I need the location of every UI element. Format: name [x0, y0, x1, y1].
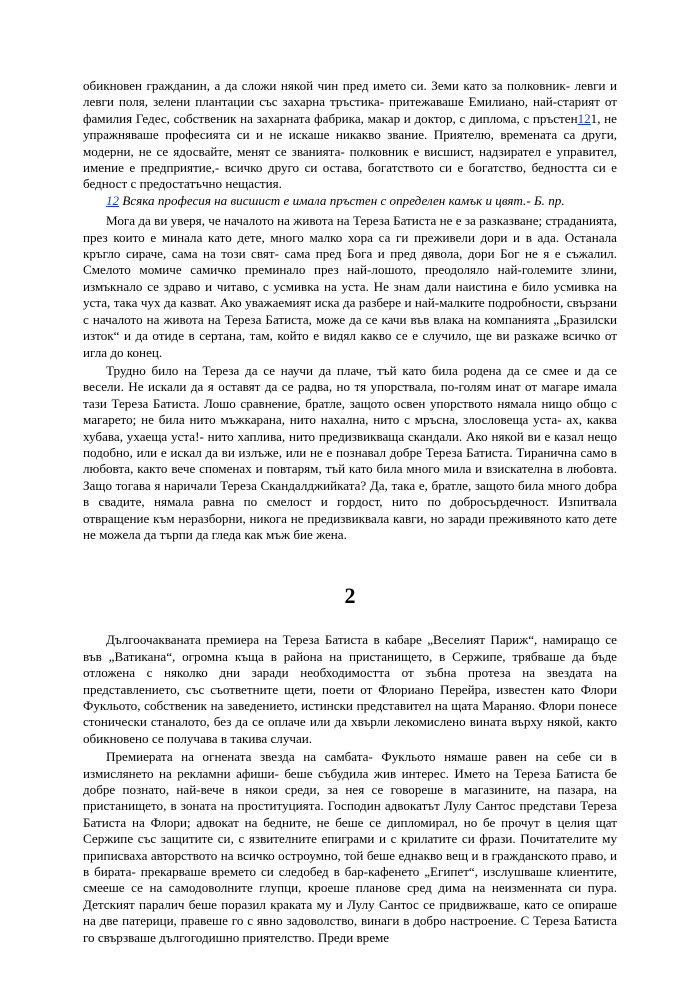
text-paragraph: Мога да ви уверя, че началото на живота на Тереза Батиста не е за разказване; страданията, през които е минала като дете, много малко хора са ги преживели дори и в ада. Останала кръгло сираче, сама на този свят- сама пред Бога и пред дявола, дори Бог не я е съжалил. Смелото момиче самичко преминало през най-лошото, преодоляло най-големите злини, измъкнало се здраво и читаво, с усмивка на уста. Не знам дали наистина е било усмивка на уста, така чух да казват. Ако уважаемият иска да разбере и най-малките подробности, свързани с началото на живота на Тереза Батиста, може да се качи във влака на компанията „Бразилски изток“ и да отиде в сертана, там, който е видял какво се е случило, ще ви разкаже всичко от игла до конец. [83, 213, 617, 360]
chapter-number: 2 [344, 583, 356, 609]
text-segment: обикновен гражданин, а да сложи някой чин пред името си. Земи като за полковник- левги и левги поля, зелени плантации със захарна тръстика- притежаваше Емилиано, най-старият от фамилия Гедес, собственик на захарната фабрика, макар и доктор, с диплома, с пръстен [83, 78, 617, 126]
text-paragraph: Трудно било на Тереза да се научи да плаче, тъй като била родена да се смее и да се весели. Не искали да я оставят да се радва, но тя упорствала, по-голям инат от магаре имала тази Тереза Батиста. Лошо сравнение, братле, защото освен упорството нямала нищо общо с магарето; не била нито мъжкарана, нито нахална, нито с мръсна, злословеща уста- ах, каква хубава, ухаеща уста!- нито хаплива, нито предизвикваща скандали. Ако някой ви е казал нещо подобно, или е искал да ви излъже, или не е познавал добре Тереза Батиста. Тиранична само в любовта, както вече споменах и повтарям, тъй като била много мила и взискателна в любовта. Защо тогава я наричали Тереза Скандалджийката? Да, така е, братле, защото била много добра в свадите, нямала равна по смелост и гордост, нито по добросърдечност. Изпитвала отвращение към неразборни, никога не предизвиквала кавги, но заради преживяното като дете не можела да търпи да гледа как мъж бие жена. [83, 362, 617, 542]
text-paragraph [83, 78, 617, 193]
footnote [83, 193, 617, 209]
footnote-reference-link[interactable]: 12 [577, 110, 591, 126]
text-segment: 1, не упражняваше професията си и не искаше никакво звание. Приятелю, времената са други, модерни, не се ядосвайте, менят се званията- полковник е висшист, надзирател е управител, имение е предприятие,- всичко друго си остава, богатството си е богатство, бедността си е бедност с предостатъчно нещастия. [83, 110, 617, 192]
footnote-text: Всяка професия на висшист е имала пръстен с определен камък и цвят.- Б. пр. [119, 192, 565, 208]
text-paragraph: Дългоочакваната премиера на Тереза Батиста в кабаре „Веселият Париж“, намиращо се във „Ватикана“, огромна къща в района на пристанището, в Сержипе, трябваше да бъде отложена с няколко дни заради необходимостта от зъбна протеза на звездата на представлението, със съответните щети, поети от Флориано Перейра, известен като Флори Фукльото, собственик на заведението, истински представител на щата Мараняо. Флори понесе стонически станалото, без да се оплаче или да хвърли лекомислено вината върху някой, както обикновено се получава в такива случаи. [83, 632, 617, 746]
text-paragraph: Премиерата на огнената звезда на самбата- Фукльото нямаше равен на себе си в измислянето на рекламни афиши- беше събудила жив интерес. Името на Тереза Батиста бе добре познато, най-вече в някои среди, за нея се говореше в магазините, на пазара, на пристанището, в зоната на проституцията. Господин адвокатът Лулу Сантос представи Тереза Батиста на Флори; адвокат на бедните, не беше се дипломирал, но бе прочут в целия щат Сержипе със защитите си, с язвителните епиграми и с крилатите си фрази. Почитателите му приписваха авторството на всичко остроумно, той беше еднакво вещ и в гражданското право, и в бирата- прекарваше времето си следобед в бар-кафенето „Египет“, изслушваше клиентите, смееше се на самодоволните глупци, кроеше планове сред дима на неизменната си пура. Детският паралич беше поразил краката му и Лулу Сантос се придвижваше, като се опираше на две патерици, правеше го с явно задоволство, винаги в добро настроение. С Тереза Батиста го свързваше дългогодишно приятелство. Преди време [83, 749, 617, 945]
footnote-number-link[interactable]: 12 [106, 192, 120, 208]
